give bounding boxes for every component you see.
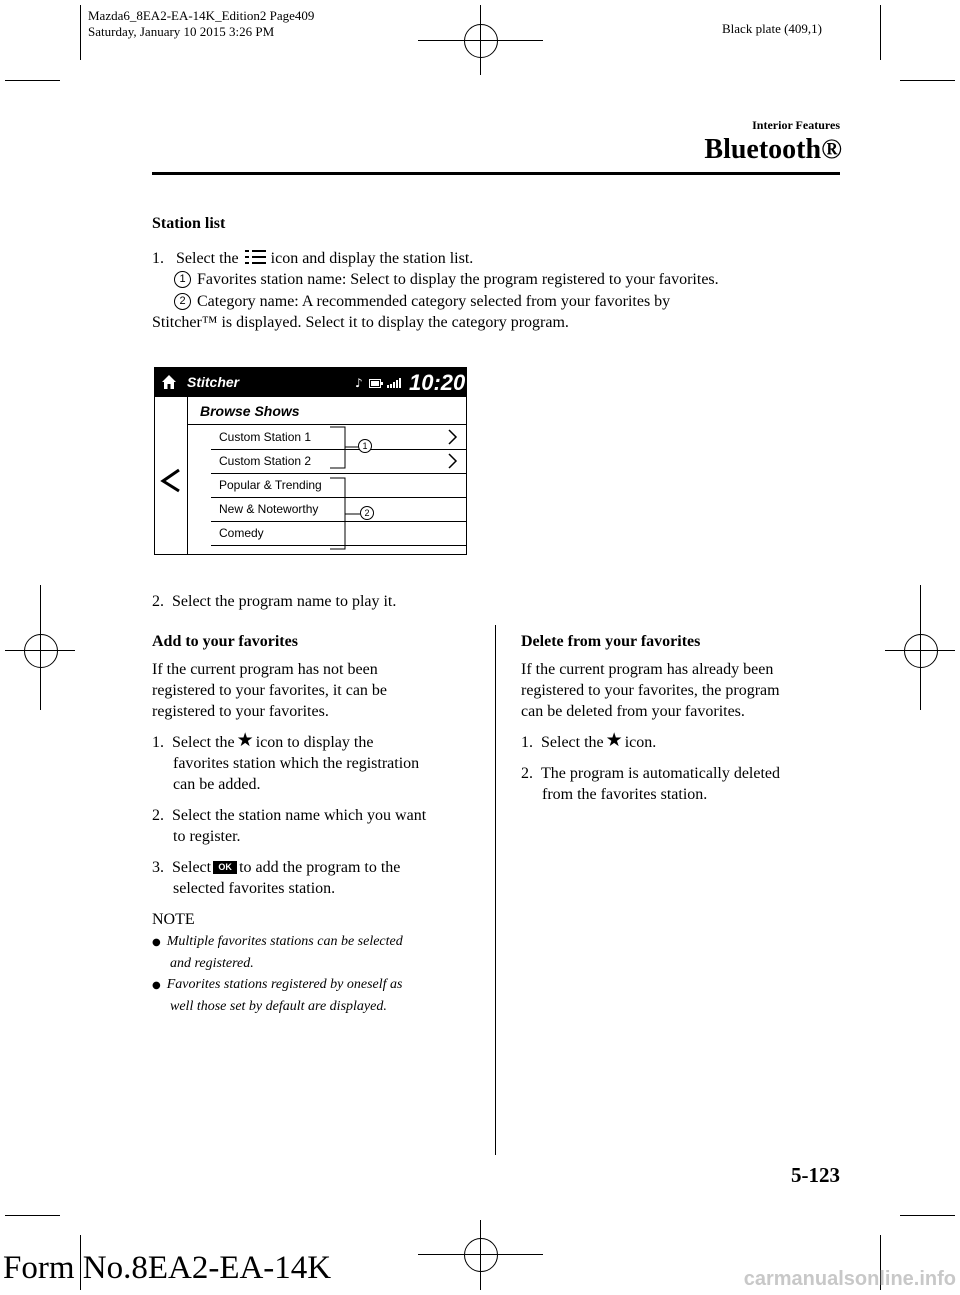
- callout-2-description-cont: Stitcher™ is displayed. Select it to display the category program.: [152, 314, 569, 331]
- step-text: Select the: [176, 250, 239, 267]
- add-favorites-step3: 3. Select OK to add the program to the selected favorites station.: [152, 859, 401, 897]
- music-note-icon: ♪: [355, 376, 363, 390]
- add-favorites-step1: 1. Select the ★ icon to display the favorites station which the registration can be added.: [152, 729, 420, 793]
- note-label: NOTE: [152, 911, 195, 928]
- callout-number-1: 1: [174, 271, 191, 288]
- add-favorites-section: [152, 633, 482, 1017]
- step-number: 1.: [152, 250, 164, 267]
- chevron-right-icon: [447, 428, 459, 446]
- delete-favorites-step2: 2. The program is automatically deleted from the favorites station.: [521, 765, 781, 803]
- header-rule: [152, 172, 840, 175]
- ok-icon: OK: [213, 861, 237, 874]
- back-arrow-icon[interactable]: [159, 467, 181, 493]
- print-job-info: [88, 8, 314, 40]
- list-icon: [245, 249, 265, 265]
- step-text: icon and display the station list.: [270, 250, 474, 267]
- clock: 10:20: [409, 370, 466, 395]
- callout-1-description: 1 Favorites station name: Select to display the program registered to your favorites.: [174, 269, 719, 290]
- callout-number-1: 1: [358, 439, 372, 453]
- star-icon: ★: [236, 729, 254, 751]
- stitcher-screen-figure: [154, 367, 467, 555]
- section-label: Interior Features: [752, 118, 840, 132]
- home-icon: [161, 374, 177, 390]
- page-title: Bluetooth®: [704, 134, 842, 165]
- browse-header: Browse Shows: [188, 397, 466, 425]
- column-divider: [495, 625, 496, 1155]
- station-list-step1: [152, 248, 473, 269]
- delete-favorites-section: [521, 633, 841, 805]
- battery-icon: [369, 379, 383, 388]
- delete-favorites-intro: If the current program has already been registered to your favorites, the program can be deleted from your favorites.: [521, 661, 780, 720]
- note-item: ● Favorites stations registered by oneself as well those set by default are displayed.: [152, 977, 403, 1014]
- star-icon: ★: [605, 729, 623, 751]
- plate-label: Black plate (409,1): [722, 21, 822, 36]
- callout-number-2: 2: [174, 293, 191, 310]
- watermark: carmanualsonline.info: [743, 1268, 956, 1290]
- add-favorites-step2: 2. Select the station name which you want to register.: [152, 807, 427, 845]
- category-row[interactable]: New & Noteworthy: [211, 497, 466, 522]
- category-row[interactable]: Comedy: [211, 521, 466, 546]
- station-list-step2: 2. Select the program name to play it.: [152, 593, 397, 610]
- callout-number-2: 2: [360, 506, 374, 520]
- print-job-date: Saturday, January 10 2015 3:26 PM: [88, 24, 275, 39]
- page-number: 5-123: [791, 1163, 840, 1187]
- station-row[interactable]: Custom Station 2: [211, 449, 466, 474]
- chevron-right-icon: [447, 452, 459, 470]
- note-item: ● Multiple favorites stations can be selected and registered.: [152, 934, 403, 971]
- delete-favorites-step1: 1. Select the ★ icon.: [521, 729, 657, 751]
- callout-2-description: 2 Category name: A recommended category selected from your favorites by: [174, 291, 670, 312]
- signal-icon: [387, 378, 403, 388]
- add-favorites-intro: If the current program has not been registered to your favorites, it can be registered to your favorites.: [152, 661, 388, 720]
- category-row[interactable]: Popular & Trending: [211, 473, 466, 498]
- screen-status-bar: [155, 368, 466, 397]
- print-job-file: Mazda6_8EA2-EA-14K_Edition2 Page409: [88, 8, 315, 23]
- station-list-heading: Station list: [152, 215, 226, 232]
- add-favorites-heading: Add to your favorites: [152, 633, 298, 650]
- form-number: Form No.8EA2-EA-14K: [3, 1250, 332, 1286]
- station-row[interactable]: Custom Station 1: [211, 425, 466, 450]
- delete-favorites-heading: Delete from your favorites: [521, 633, 701, 650]
- app-name: Stitcher: [187, 374, 240, 390]
